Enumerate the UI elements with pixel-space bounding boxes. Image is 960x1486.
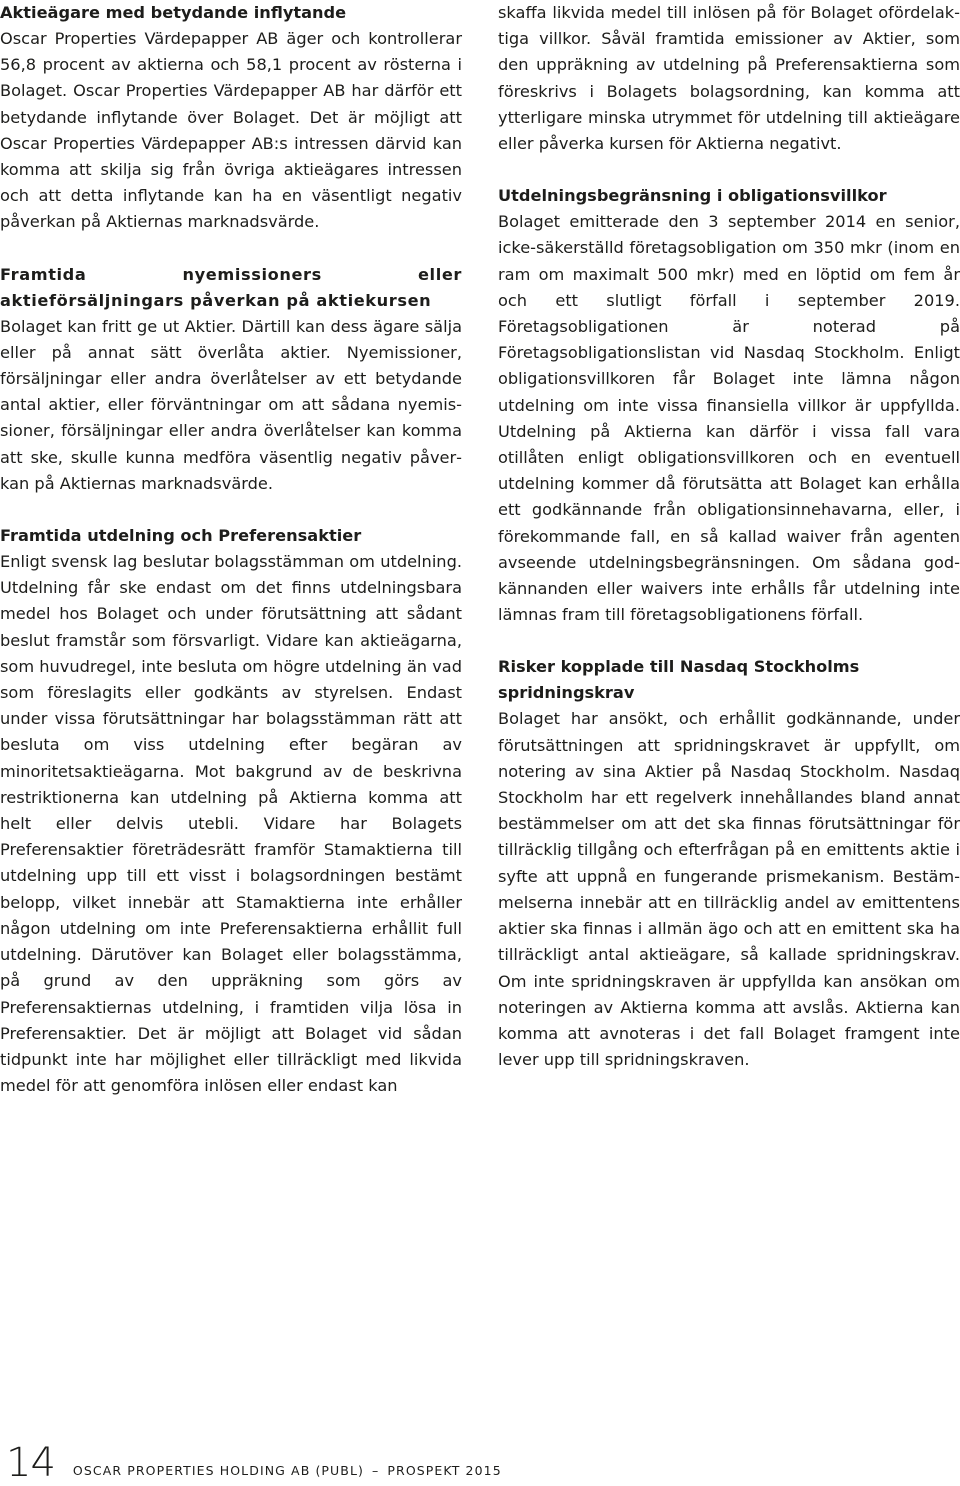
section-new-issues xyxy=(0,262,462,497)
section-paragraph: Bolaget emitterade den 3 september 2014 en senior, icke-säkerställd företagsobligation om 350 mkr (inom en ram om maximalt 500 mkr) med en löptid om fem år och ett slutligt förfall i september 2019. Företagsobligationen är noterad på Företagsobligationslistan vid Nasdaq Stockholm. Enligt obligationsvillkoren får Bolaget inte lämna någon utdelning om inte vissa finansiella villkor är uppfyllda. Utdelning på Aktierna kan därför i vissa fall vara otillåten enligt obligationsvillkoren och en eventuell utdelning kommer då förutsätta att Bolaget kan erhålla ett godkännande från obligationsinnehavarna, eller, i förekommande fall, en så kallad waiver från agenten avseende utdelningsbegränsningen. Om sådana godkännanden eller waivers inte erhålls får utdelning inte lämnas fram till företagsobligationens förfall. xyxy=(498,212,960,625)
section-nasdaq-requirements xyxy=(498,654,960,1073)
section-paragraph: Enligt svensk lag beslutar bolagsstämman om utdelning. Utdelning får ske endast om det finns utdelningsbara medel hos Bolaget och under förutsättning att sådant beslut framstår som försvarligt. Vidare kan aktieägarna, som huvudregel, inte besluta om högre utdelning än vad som föreslagits eller godkänts av styrelsen. Endast under vissa förutsättningar har bolagsstämman rätt att besluta om viss utdelning efter begäran av minoritetsaktieägarna. Mot bakgrund av de beskrivna restriktionerna kan utdelning på Aktierna komma att helt eller delvis utebli. Vidare har Bolagets Preferensaktier företrädesrätt framför Stamaktierna till utdelning upp till ett visst i bolagsordningen bestämt belopp, vilket innebär att Stamaktierna inte erhåller någon utdelning om inte Preferensaktierna erhållit full utdelning. Därutöver kan Bolaget eller bolagsstämma, på grund av den uppräkning som görs av Preferensaktiernas utdelning, i framtiden vilja lösa in Preferensaktier. Det är möjligt att Bolaget vid sådan tidpunkt inte har möjlighet eller tillräckligt med likvida medel för att genomföra inlösen eller endast kan xyxy=(0,552,462,1096)
section-major-shareholders xyxy=(0,0,462,236)
section-heading: Utdelningsbegränsning i obligationsvillkor xyxy=(498,186,887,206)
section-heading: Framtida nyemissioners eller aktieförsäljningars påverkan på aktiekursen xyxy=(0,264,462,310)
section-heading: Risker kopplade till Nasdaq Stockholms spridningskrav xyxy=(498,657,860,703)
section-future-dividends xyxy=(0,523,462,1099)
section-spacer xyxy=(0,236,462,262)
footer-document: PROSPEKT 2015 xyxy=(387,1463,502,1478)
section-spacer xyxy=(0,497,462,523)
continued-paragraph: skaffa likvida medel till inlösen på för Bolaget ofördelaktiga villkor. Såväl framtida emissioner av Aktier, som den uppräkning av utdelning på Preferensaktierna som föreskrivs i Bolagets bolagsordning, kan komma att ytterligare minska utrymmet för utdelning till aktieägare eller påverka kursen för Aktierna negativt. xyxy=(498,3,960,154)
section-paragraph: Bolaget har ansökt, och erhållit godkännande, under förutsättningen att spridningskravet är uppfyllt, om notering av sina Aktier på Nasdaq Stockholm. Nasdaq Stockholm har ett regelverk innehållandes bland annat bestämmelser om att det ska finnas förutsättningar för tillräcklig tillgång och efterfrågan på en emittents aktie i syfte att uppnå en fungerande prismekanism. Bestämmelserna innebär att en tillräcklig andel av emittentens aktier ska finnas i allmän ägo och att en emittent ska ha tillräckligt antal aktieägare, så kallade spridningskrav. Om inte spridningskraven är uppfyllda kan ansökan om noteringen av Aktierna komma att avslås. Aktierna kan komma att avnoteras i det fall Bolaget framgent inte lever upp till spridningskraven. xyxy=(498,709,960,1070)
page-footer xyxy=(6,1440,502,1486)
footer-separator: – xyxy=(372,1463,380,1478)
footer-company: OSCAR PROPERTIES HOLDING AB (PUBL) xyxy=(72,1463,365,1478)
section-paragraph: Oscar Properties Värdepapper AB äger och kontrollerar 56,8 procent av aktierna och 58,1 procent av rösterna i Bolaget. Oscar Properties Värdepapper AB har därför ett betydande inflytande över Bolaget. Det är möjligt att Oscar Properties Värdepapper AB:s intressen därvid kan komma att skilja sig från övriga aktieägares intressen och att detta inflytande kan ha en väsentligt negativ påverkan på Aktiernas marknadsvärde. xyxy=(0,29,462,232)
left-column xyxy=(0,0,462,1099)
section-bond-terms xyxy=(498,183,960,628)
section-paragraph: Bolaget kan fritt ge ut Aktier. Därtill kan dess ägare sälja eller på annat sätt överlåta aktier. Nyemissioner, försäljningar eller andra överlåtelser av ett betydande antal aktier, eller förväntningar om att sådana nyemissioner, försäljningar eller andra överlåtelser kan komma att ske, skulle kunna medföra väsentlig negativ påverkan på Aktiernas marknadsvärde. xyxy=(0,316,462,493)
footer-caption xyxy=(73,1463,502,1478)
page-number: 14 xyxy=(6,1440,55,1486)
section-heading: Aktieägare med betydande inflytande xyxy=(0,3,347,22)
section-spacer xyxy=(498,157,960,183)
right-column xyxy=(498,0,960,1073)
section-spacer xyxy=(498,628,960,654)
section-heading: Framtida utdelning och Preferensaktier xyxy=(0,526,362,546)
